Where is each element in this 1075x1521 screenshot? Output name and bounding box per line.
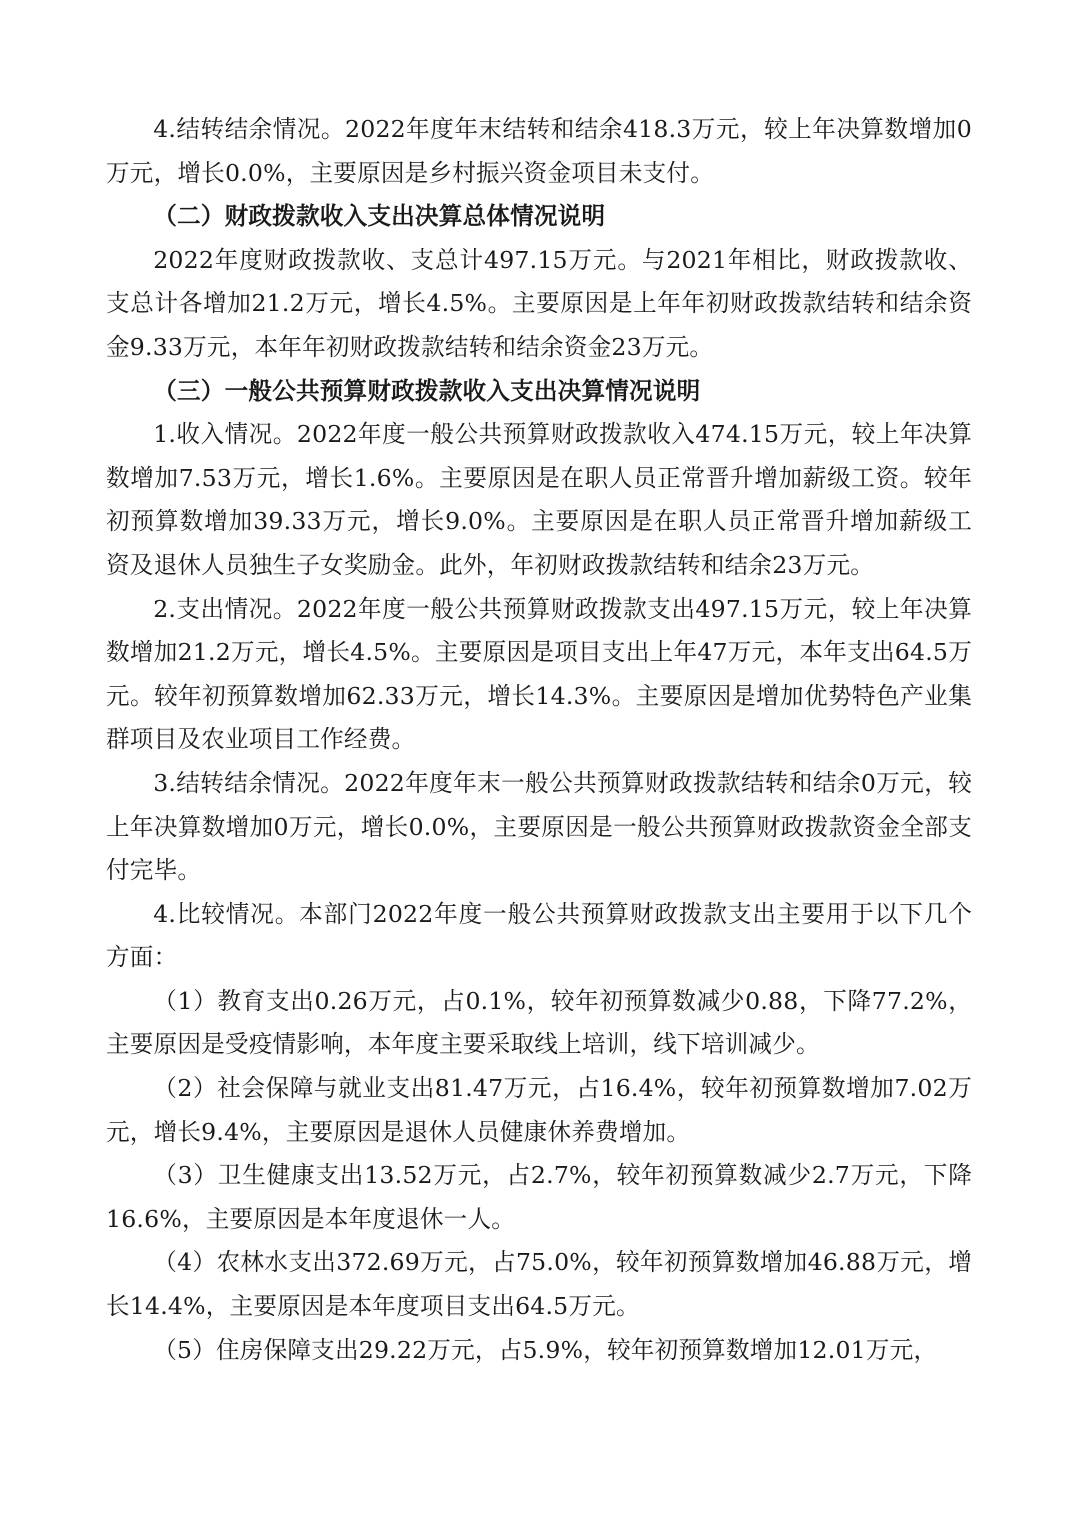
section-heading-general-budget: （三）一般公共预算财政拨款收入支出决算情况说明 [153, 376, 701, 405]
document-page [106, 108, 972, 1372]
paragraph-comparison: 4.比较情况。本部门2022年度一般公共预算财政拨款支出主要用于以下几个方面： [106, 899, 972, 972]
paragraph-social-security: （2）社会保障与就业支出81.47万元，占16.4%，较年初预算数增加7.02万元，增长9.4%，主要原因是退休人员健康休养费增加。 [106, 1074, 972, 1146]
paragraph-fiscal-total: 2022年度财政拨款收、支总计497.15万元。与2021年相比，财政拨款收、支总计各增加21.2万元，增长4.5%。主要原因是上年年初财政拨款结转和结余资金9.33万元，本年年初财政拨款结转和结余资金23万元。 [106, 245, 972, 361]
paragraph-income: 1.收入情况。2022年度一般公共预算财政拨款收入474.15万元，较上年决算数增加7.53万元，增长1.6%。主要原因是在职人员正常晋升增加薪级工资。较年初预算数增加39.33万元，增长9.0%。主要原因是在职人员正常晋升增加薪级工资及退休人员独生子女奖励金。此外，年初财政拨款结转和结余23万元。 [106, 420, 972, 579]
paragraph-expenditure: 2.支出情况。2022年度一般公共预算财政拨款支出497.15万元，较上年决算数增加21.2万元，增长4.5%。主要原因是项目支出上年47万元，本年支出64.5万元。较年初预算数增加62.33万元，增长14.3%。主要原因是增加优势特色产业集群项目及农业项目工作经费。 [106, 594, 972, 754]
paragraph-carryover-balance: 4.结转结余情况。2022年度年末结转和结余418.3万元，较上年决算数增加0万元，增长0.0%，主要原因是乡村振兴资金项目未支付。 [106, 115, 972, 187]
paragraph-health: （3）卫生健康支出13.52万元，占2.7%，较年初预算数减少2.7万元，下降16.6%，主要原因是本年度退休一人。 [106, 1161, 972, 1233]
paragraph-general-carryover: 3.结转结余情况。2022年度年末一般公共预算财政拨款结转和结余0万元，较上年决算数增加0万元，增长0.0%，主要原因是一般公共预算财政拨款资金全部支付完毕。 [106, 768, 972, 885]
paragraph-housing: （5）住房保障支出29.22万元，占5.9%，较年初预算数增加12.01万元， [153, 1335, 938, 1364]
paragraph-agriculture: （4）农林水支出372.69万元，占75.0%，较年初预算数增加46.88万元，增长14.4%，主要原因是本年度项目支出64.5万元。 [106, 1248, 972, 1321]
section-heading-fiscal-overview: （二）财政拨款收入支出决算总体情况说明 [153, 202, 606, 231]
paragraph-education: （1）教育支出0.26万元，占0.1%，较年初预算数减少0.88，下降77.2%，主要原因是受疫情影响，本年度主要采取线上培训，线下培训减少。 [106, 986, 972, 1059]
